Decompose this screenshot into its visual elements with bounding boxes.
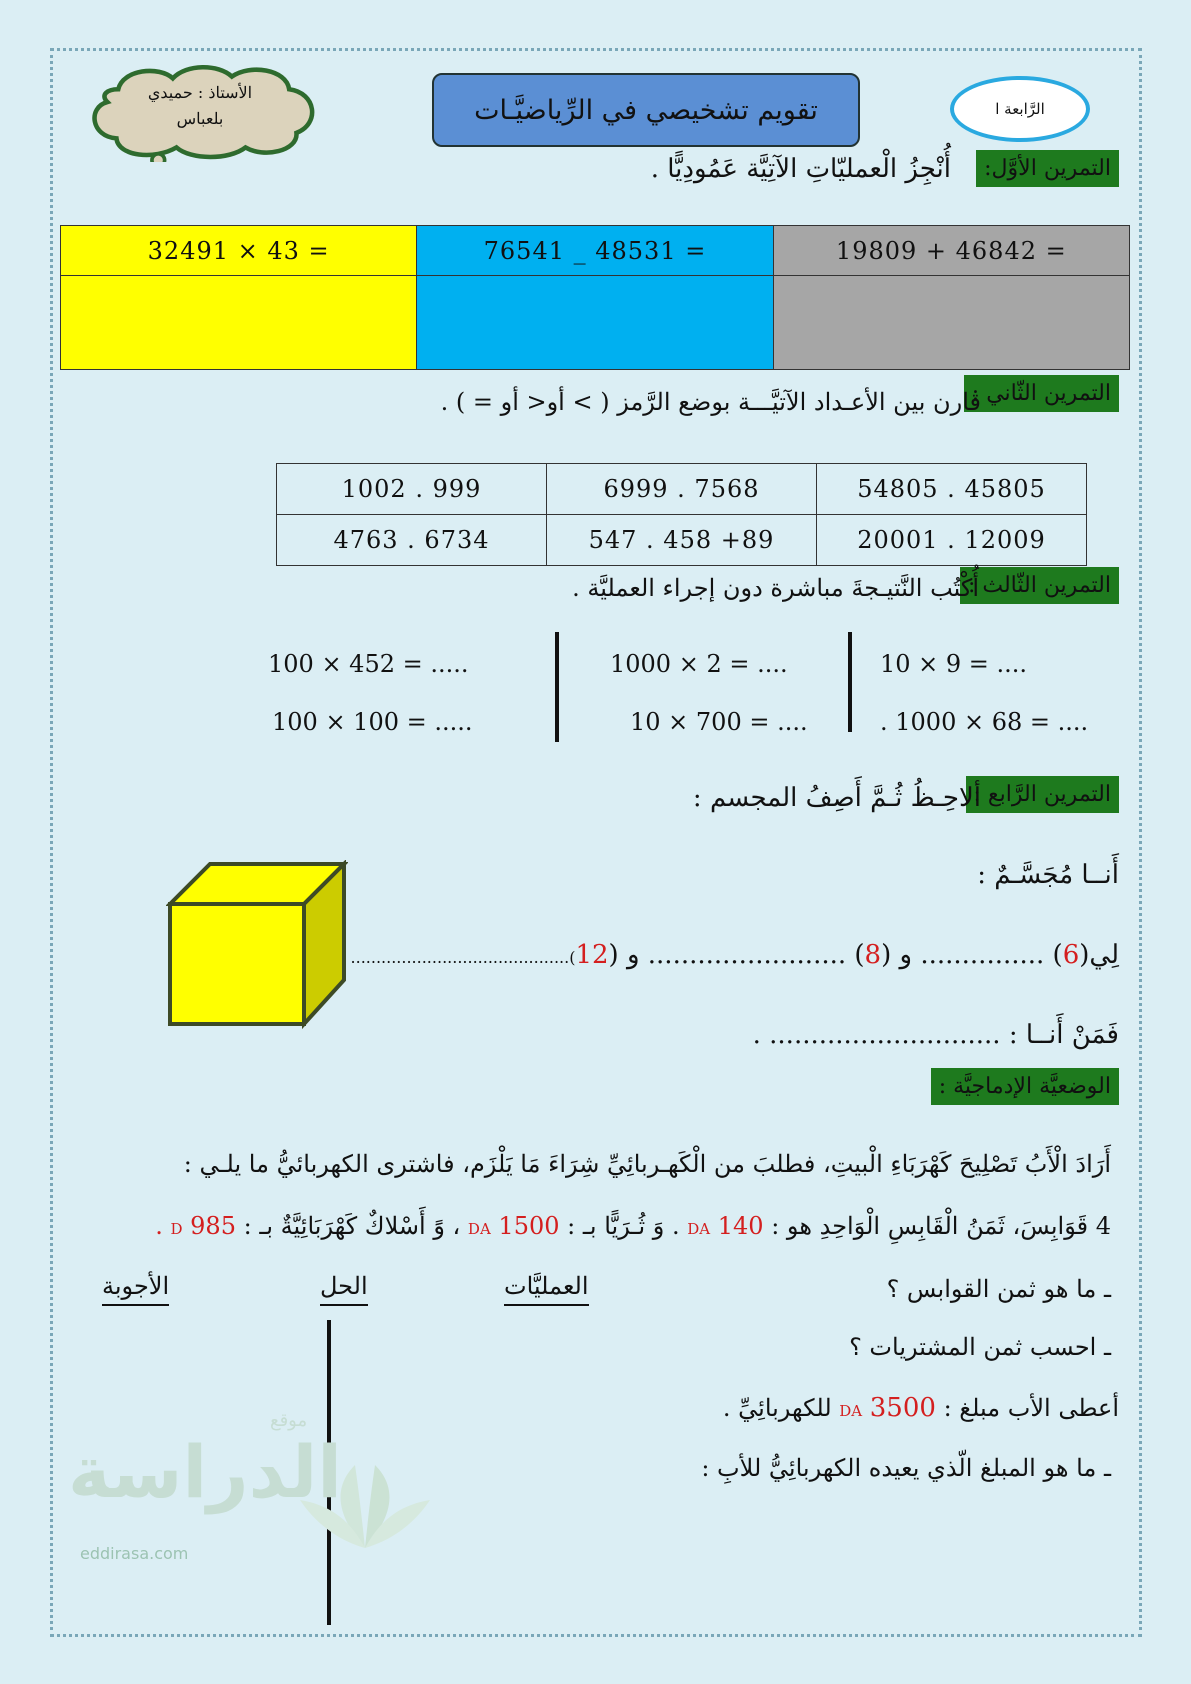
- cube-shape: [166, 860, 348, 1030]
- page-title: تقويم تشخيصي في الرِّياضيَّـات: [432, 73, 860, 147]
- ex2-cell[interactable]: 4763 . 6734: [277, 515, 547, 566]
- ex3-heading: التمرين الثّالث :: [960, 567, 1119, 604]
- ex5-text: ، وًَ أَسْلاكٌ كَهْرَبَائِيَّةٌ بـ :: [243, 1212, 461, 1240]
- ex1-instruction: أُنْجِزُ الْعمليّاتِ الآتِيَّة عَمُودِيًّا .: [650, 154, 951, 184]
- ex2-heading: التمرين الثّاني :: [964, 375, 1119, 412]
- ex3-right-col-1: 10 × 9 = ....: [880, 650, 1028, 678]
- ex5-heading: الوضعيَّة الإدماجيَّة :: [931, 1068, 1119, 1105]
- ex1-op-sub: 76541 _ 48531 =: [417, 226, 773, 276]
- col-solution: الحل: [320, 1272, 368, 1306]
- ex4-heading: التمرين الرَّابع :: [966, 776, 1119, 813]
- ex5-question-1: ـ ما هو ثمن القوابس ؟: [886, 1275, 1111, 1303]
- ex3-divider: [848, 632, 852, 732]
- ex1-answer-sub[interactable]: [417, 276, 773, 370]
- ex5-text: أعطى الأب مبلغ :: [943, 1394, 1119, 1422]
- ex2-cell[interactable]: 20001 . 12009: [817, 515, 1087, 566]
- ex5-question-3: [723, 1393, 1119, 1423]
- edges-count: 8: [864, 940, 882, 970]
- ex2-cell[interactable]: 6999 . 7568: [547, 464, 817, 515]
- ex2-cell[interactable]: 54805 . 45805: [817, 464, 1087, 515]
- ex3-left-col-1: 100 × 452 = .....: [268, 650, 469, 678]
- ex1-heading: التمرين الأوَّل:: [976, 150, 1119, 187]
- ex4-instruction: ألاحِـظُ ثُـمَّ أَصِفُ المجسم :: [692, 783, 981, 813]
- ex3-instruction: أُكْتُب النَّتيـجةَ مباشرة دون إجراء العمليَّة .: [572, 574, 979, 602]
- watermark-url: eddirasa.com: [80, 1544, 189, 1563]
- price-chandelier: 1500: [498, 1212, 560, 1240]
- unit-label: DA: [687, 1220, 711, 1238]
- ex5-text: . وَ ثُـرَيًّا بـ :: [567, 1212, 680, 1240]
- ex2-instruction: قارن بين الأعـداد الآتيَّـــة بوضع الرَّمز ( > أو< أو = ) .: [440, 388, 981, 416]
- ex1-op-add: 19809 + 46842 =: [773, 226, 1129, 276]
- ex2-cell[interactable]: 547 . 458 +89: [547, 515, 817, 566]
- watermark-logo-text: الدراسة: [68, 1430, 342, 1514]
- ex1-answer-mult[interactable]: [61, 276, 417, 370]
- teacher-line-1: الأستاذ : حميدي: [147, 83, 253, 102]
- col-operations: العمليَّات: [504, 1272, 589, 1306]
- ex1-op-mult: 32491 × 43 =: [61, 226, 417, 276]
- ex3-divider: [555, 632, 559, 742]
- price-paid: 3500: [869, 1393, 936, 1423]
- level-badge: الرَّابعة ا: [950, 76, 1090, 142]
- faces-count: 6: [1062, 940, 1080, 970]
- ex4-text: لِي(: [1079, 940, 1119, 970]
- ex4-text: )...........................................: [350, 948, 576, 967]
- price-wires: 985 .: [155, 1212, 236, 1240]
- watermark-small-text: موقع: [270, 1410, 308, 1431]
- ex5-story: أَرَادَ الْأَبُ تَصْلِيحَ كَهْرَبَاءِ الْبيتِ، فطلبَ من الْكَهـربائِيِّ شِرَاءَ مَا يَلْزَم، فاشترى الكهربائيُّ ما يلـي :: [183, 1150, 1111, 1178]
- ex2-cell[interactable]: 1002 . 999: [277, 464, 547, 515]
- ex4-text: ) ........................ و (: [608, 940, 865, 970]
- ex3-left-col-2: 100 × 100 = .....: [272, 708, 473, 736]
- unit-label: D: [170, 1220, 183, 1238]
- ex4-line-1: أَنــا مُجَسَّـمٌ :: [977, 860, 1119, 890]
- ex3-right-col-2: . 1000 × 68 = ....: [880, 708, 1089, 736]
- ex5-question-4: ـ ما هو المبلغ الّذي يعيده الكهربائِيُّ للأبِ :: [701, 1454, 1111, 1482]
- teacher-line-2: بلعباس: [176, 109, 224, 128]
- ex5-text: 4 قَوَابِسَ، ثَمَنُ الْقَابِسِ الْوَاحِدِ هو :: [771, 1212, 1111, 1240]
- ex3-mid-col-1: 1000 × 2 = ....: [610, 650, 788, 678]
- ex3-mid-col-2: 10 × 700 = ....: [630, 708, 808, 736]
- ex4-line-2: [351, 940, 1119, 970]
- ex1-answer-add[interactable]: [773, 276, 1129, 370]
- ex5-question-2: ـ احسب ثمن المشتريات ؟: [849, 1333, 1111, 1361]
- unit-label: DA: [467, 1220, 491, 1238]
- ex5-items: [155, 1212, 1111, 1240]
- price-socket: 140: [717, 1212, 764, 1240]
- col-answers: الأجوبة: [102, 1272, 169, 1306]
- ex1-ops-table: [60, 225, 1130, 370]
- ex2-compare-table: [276, 463, 1087, 566]
- ex5-text: للكهربائِيِّ .: [722, 1394, 832, 1422]
- unit-label: DA: [839, 1402, 863, 1420]
- vertices-count: 12: [575, 940, 609, 970]
- ex4-line-3: فَمَنْ أَنــا : ............................ .: [752, 1020, 1119, 1050]
- ex4-text: ) ............... و (: [881, 940, 1063, 970]
- teacher-name: [120, 80, 280, 132]
